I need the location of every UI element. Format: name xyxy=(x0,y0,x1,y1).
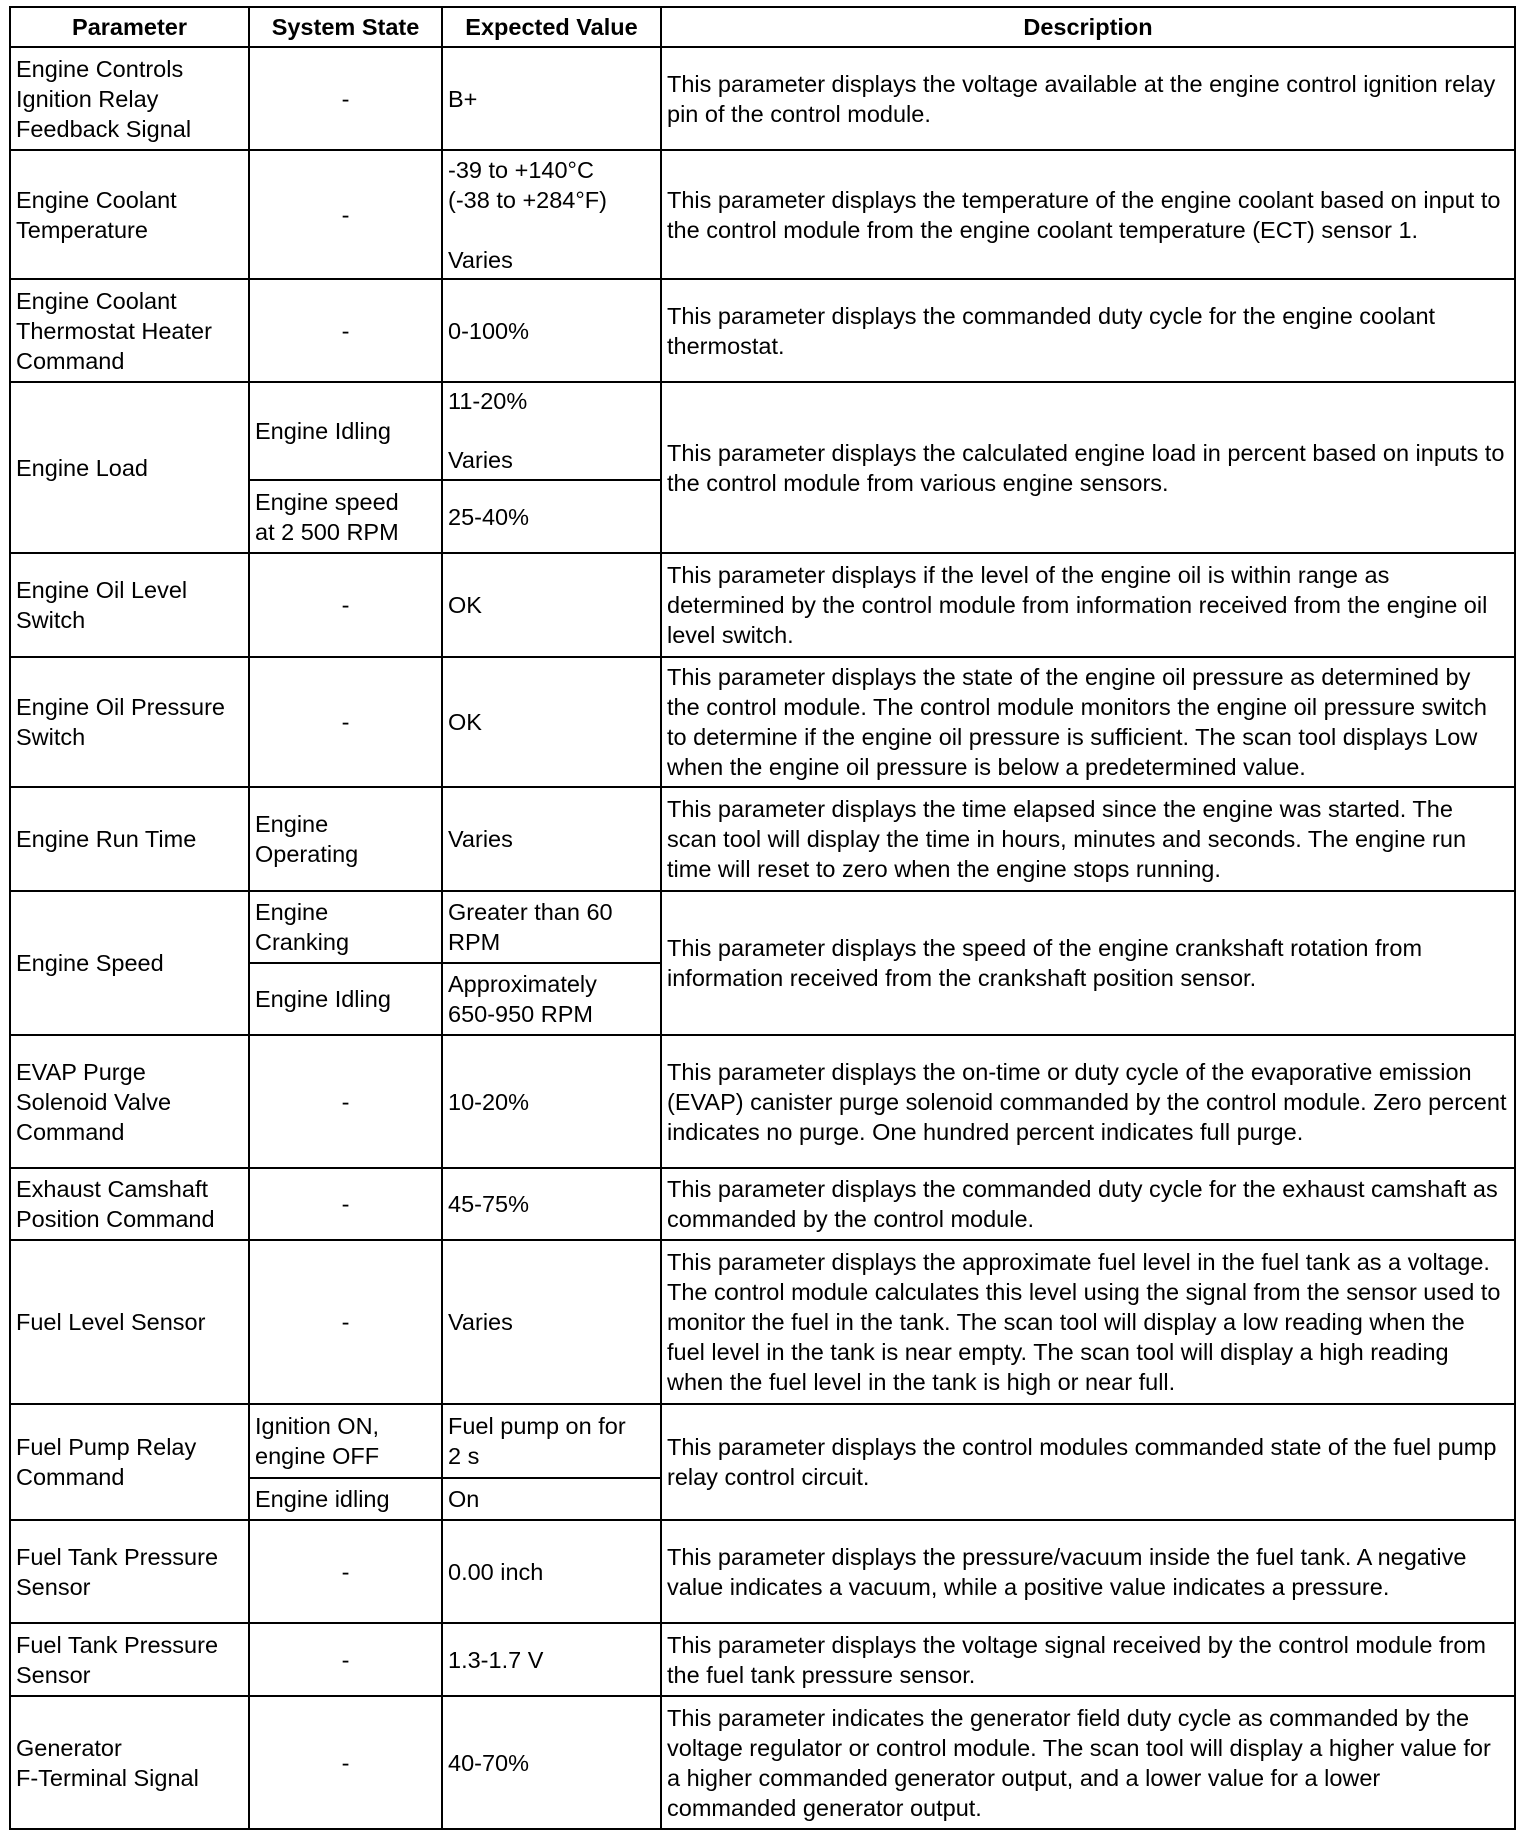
expected-value-cell: B+ xyxy=(442,47,661,150)
parameter-cell: Engine Load xyxy=(10,382,249,553)
expected-value-cell: Approximately 650-950 RPM xyxy=(442,963,661,1035)
description-cell: This parameter displays the pressure/vacuum inside the fuel tank. A negative value indicates a vacuum, while a positive value indicates a pressure. xyxy=(661,1520,1515,1623)
system-state-cell: - xyxy=(249,1035,442,1168)
table-row xyxy=(10,1623,1515,1696)
expected-value-cell: 25-40% xyxy=(442,480,661,553)
description-cell: This parameter displays the state of the engine oil pressure as determined by the control module. The control module monitors the engine oil pressure switch to determine if the engine oil pressure is sufficient. The scan tool displays Low when the engine oil pressure is below a predetermined value. xyxy=(661,657,1515,787)
parameter-cell: Engine Run Time xyxy=(10,787,249,891)
expected-value-cell: Greater than 60 RPM xyxy=(442,891,661,963)
table-row xyxy=(10,1168,1515,1240)
expected-value-cell: 45-75% xyxy=(442,1168,661,1240)
parameter-cell: Exhaust Camshaft Position Command xyxy=(10,1168,249,1240)
column-header-system-state: System State xyxy=(249,7,442,47)
header-row xyxy=(10,7,1515,47)
column-header-parameter: Parameter xyxy=(10,7,249,47)
parameter-cell: Fuel Tank Pressure Sensor xyxy=(10,1623,249,1696)
system-state-cell: - xyxy=(249,1520,442,1623)
description-cell: This parameter indicates the generator field duty cycle as commanded by the voltage regulator or control module. The scan tool will display a higher value for a higher commanded generator output, and a lower value for a lower commanded generator output. xyxy=(661,1696,1515,1829)
description-cell: This parameter displays the control modules commanded state of the fuel pump relay control circuit. xyxy=(661,1404,1515,1520)
table-row xyxy=(10,1520,1515,1623)
column-header-description: Description xyxy=(661,7,1515,47)
description-cell: This parameter displays the time elapsed since the engine was started. The scan tool will display the time in hours, minutes and seconds. The engine run time will reset to zero when the engine stops running. xyxy=(661,787,1515,891)
description-cell: This parameter displays the on-time or duty cycle of the evaporative emission (EVAP) canister purge solenoid commanded by the control module. Zero percent indicates no purge. One hundred percent indicates full purge. xyxy=(661,1035,1515,1168)
description-cell: This parameter displays the voltage signal received by the control module from the fuel tank pressure sensor. xyxy=(661,1623,1515,1696)
column-header-expected-value: Expected Value xyxy=(442,7,661,47)
table-row xyxy=(10,150,1515,279)
system-state-cell: - xyxy=(249,1623,442,1696)
table-row xyxy=(10,382,1515,480)
expected-value-cell: 11-20% Varies xyxy=(442,382,661,480)
table-row xyxy=(10,657,1515,787)
system-state-cell: - xyxy=(249,657,442,787)
parameter-cell: Engine Coolant Thermostat Heater Command xyxy=(10,279,249,382)
parameter-cell: Fuel Level Sensor xyxy=(10,1240,249,1404)
expected-value-cell: 10-20% xyxy=(442,1035,661,1168)
table-row xyxy=(10,891,1515,963)
expected-value-cell: -39 to +140°C (-38 to +284°F) Varies xyxy=(442,150,661,279)
expected-value-cell: Varies xyxy=(442,1240,661,1404)
system-state-cell: - xyxy=(249,1696,442,1829)
table-row xyxy=(10,1240,1515,1404)
description-cell: This parameter displays if the level of the engine oil is within range as determined by the control module from information received from the engine oil level switch. xyxy=(661,553,1515,657)
expected-value-cell: 0-100% xyxy=(442,279,661,382)
parameter-cell: Fuel Tank Pressure Sensor xyxy=(10,1520,249,1623)
system-state-cell: - xyxy=(249,1168,442,1240)
parameter-cell: Engine Oil Level Switch xyxy=(10,553,249,657)
parameter-cell: Fuel Pump Relay Command xyxy=(10,1404,249,1520)
system-state-cell: Ignition ON, engine OFF xyxy=(249,1404,442,1478)
description-cell: This parameter displays the speed of the engine crankshaft rotation from information received from the crankshaft position sensor. xyxy=(661,891,1515,1035)
system-state-cell: Engine idling xyxy=(249,1478,442,1520)
table-row xyxy=(10,553,1515,657)
parameter-cell: Generator F-Terminal Signal xyxy=(10,1696,249,1829)
system-state-cell: - xyxy=(249,150,442,279)
parameter-table xyxy=(9,6,1516,1830)
system-state-cell: Engine Cranking xyxy=(249,891,442,963)
system-state-cell: Engine Idling xyxy=(249,382,442,480)
system-state-cell: Engine Operating xyxy=(249,787,442,891)
description-cell: This parameter displays the calculated engine load in percent based on inputs to the control module from various engine sensors. xyxy=(661,382,1515,553)
table-row xyxy=(10,47,1515,150)
expected-value-cell: Varies xyxy=(442,787,661,891)
description-cell: This parameter displays the voltage available at the engine control ignition relay pin of the control module. xyxy=(661,47,1515,150)
description-cell: This parameter displays the approximate fuel level in the fuel tank as a voltage. The control module calculates this level using the signal from the sensor used to monitor the fuel in the tank. The scan tool will display a low reading when the fuel level in the tank is near empty. The scan tool will display a high reading when the fuel level in the tank is high or near full. xyxy=(661,1240,1515,1404)
system-state-cell: - xyxy=(249,553,442,657)
system-state-cell: - xyxy=(249,279,442,382)
expected-value-cell: 40-70% xyxy=(442,1696,661,1829)
table-row xyxy=(10,1035,1515,1168)
expected-value-cell: OK xyxy=(442,657,661,787)
parameter-cell: Engine Controls Ignition Relay Feedback Signal xyxy=(10,47,249,150)
parameter-cell: Engine Coolant Temperature xyxy=(10,150,249,279)
expected-value-cell: Fuel pump on for 2 s xyxy=(442,1404,661,1478)
system-state-cell: - xyxy=(249,47,442,150)
system-state-cell: - xyxy=(249,1240,442,1404)
table-row xyxy=(10,787,1515,891)
system-state-cell: Engine Idling xyxy=(249,963,442,1035)
table-row xyxy=(10,1404,1515,1478)
expected-value-cell: On xyxy=(442,1478,661,1520)
description-cell: This parameter displays the commanded duty cycle for the exhaust camshaft as commanded by the control module. xyxy=(661,1168,1515,1240)
expected-value-cell: OK xyxy=(442,553,661,657)
parameter-cell: Engine Speed xyxy=(10,891,249,1035)
parameter-cell: EVAP Purge Solenoid Valve Command xyxy=(10,1035,249,1168)
table-row xyxy=(10,1696,1515,1829)
system-state-cell: Engine speed at 2 500 RPM xyxy=(249,480,442,553)
parameter-cell: Engine Oil Pressure Switch xyxy=(10,657,249,787)
description-cell: This parameter displays the temperature of the engine coolant based on input to the control module from the engine coolant temperature (ECT) sensor 1. xyxy=(661,150,1515,279)
description-cell: This parameter displays the commanded duty cycle for the engine coolant thermostat. xyxy=(661,279,1515,382)
table-row xyxy=(10,279,1515,382)
expected-value-cell: 0.00 inch xyxy=(442,1520,661,1623)
expected-value-cell: 1.3-1.7 V xyxy=(442,1623,661,1696)
